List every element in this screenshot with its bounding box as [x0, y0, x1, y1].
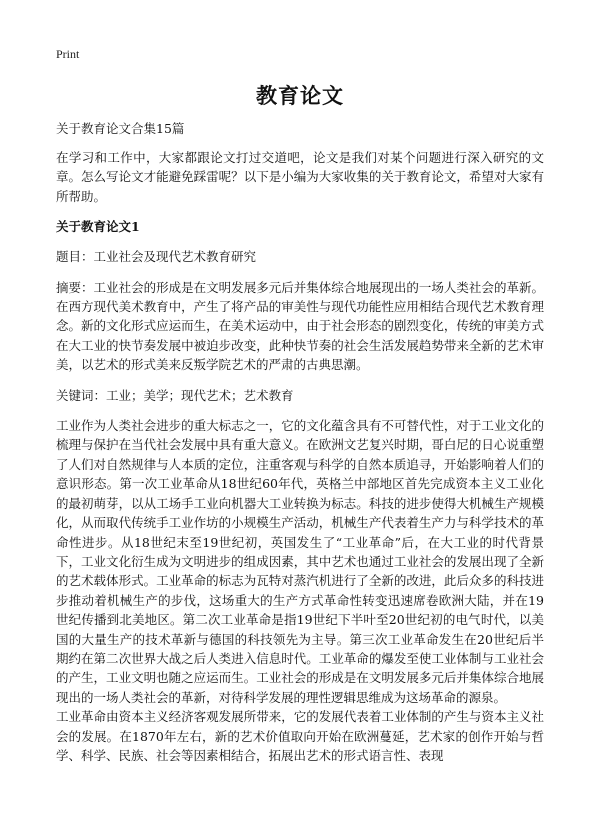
page-title: 教育论文	[256, 83, 344, 108]
document-body	[56, 119, 544, 765]
intro-paragraph: 在学习和工作中，大家都跟论文打过交道吧，论文是我们对某个问题进行深入研究的文章。怎么写论文才能避免踩雷呢？以下是小编为大家收集的关于教育论文，希望对大家有所帮助。	[56, 150, 544, 204]
body-paragraph: 工业作为人类社会进步的重大标志之一，它的文化蕴含具有不可替代性，对于工业文化的梳理与保护在当代社会发展中具有重大意义。在欧洲文艺复兴时期，哥白尼的日心说重塑了人们对自然规律与人本质的定位，注重客观与科学的自然本质追寻，开始影响着人们的意识形态。第一次工业革命从18世纪60年代，英格兰中部地区首先完成资本主义工业化的最初萌芽，以从工场手工业向机器大工业转换为标志。科技的进步使得大机械生产规模化，从而取代传统手工业作坊的小规模生产活动，机械生产代表着生产力与科学技术的革命性进步。从18世纪末至19世纪初，英国发生了“工业革命”后，在大工业的时代背景下，工业文化衍生成为文明进步的组成因素，其中艺术也通过工业社会的发展出现了全新的艺术载体形式。工业革命的标志为瓦特对蒸汽机进行了全新的改进，此后众多的科技进步推动着机械生产的步伐，这场重大的生产方式革命性转变迅速席卷欧洲大陆，并在19世纪传播到北美地区。第二次工业革命是指19世纪下半叶至20世纪初的电气时代，以美国的大量生产的技术革新与德国的科技领先为主导。第三次工业革命发生在20世纪后半期约在第二次世界大战之后人类进入信息时代。工业革命的爆发至使工业体制与工业社会的产生，工业文明也随之应运而生。工业社会的形成是在文明发展多元后并集体综合地展现出的一场人类社会的革新，对待科学发展的理性逻辑思维成为这场革命的源泉。	[56, 418, 544, 705]
print-link[interactable]: Print	[56, 47, 80, 61]
topic-line: 题目：工业社会及现代艺术教育研究	[56, 249, 257, 265]
keywords-line: 关键词：工业；美学；现代艺术；艺术教育	[56, 387, 294, 403]
collection-title: 关于教育论文合集15篇	[56, 121, 185, 136]
abstract-paragraph: 摘要：工业社会的形成是在文明发展多元后并集体综合地展现出的一场人类社会的革新。在西方现代美术教育中，产生了将产品的审美性与现代功能性应用相结合现代艺术教育理念。新的文化形式应运而生，在美术运动中，由于社会形态的剧烈变化，传统的审美方式在大工业的快节奏发展中被迫步改变，此种快节奏的社会生活发展趋势带来全新的艺术审美，以艺术的形式美来反叛学院艺术的严肃的古典思潮。	[56, 279, 544, 373]
section-heading: 关于教育论文1	[56, 219, 140, 235]
body-paragraph: 工业革命由资本主义经济客观发展所带来，它的发展代表着工业体制的产生与资本主义社会的发展。在1870年左右，新的艺术价值取向开始在欧洲蔓延，艺术家的创作开始与哲学、科学、民族、社会等因素相结合，拓展出艺术的形式语言性、表现	[56, 709, 544, 763]
